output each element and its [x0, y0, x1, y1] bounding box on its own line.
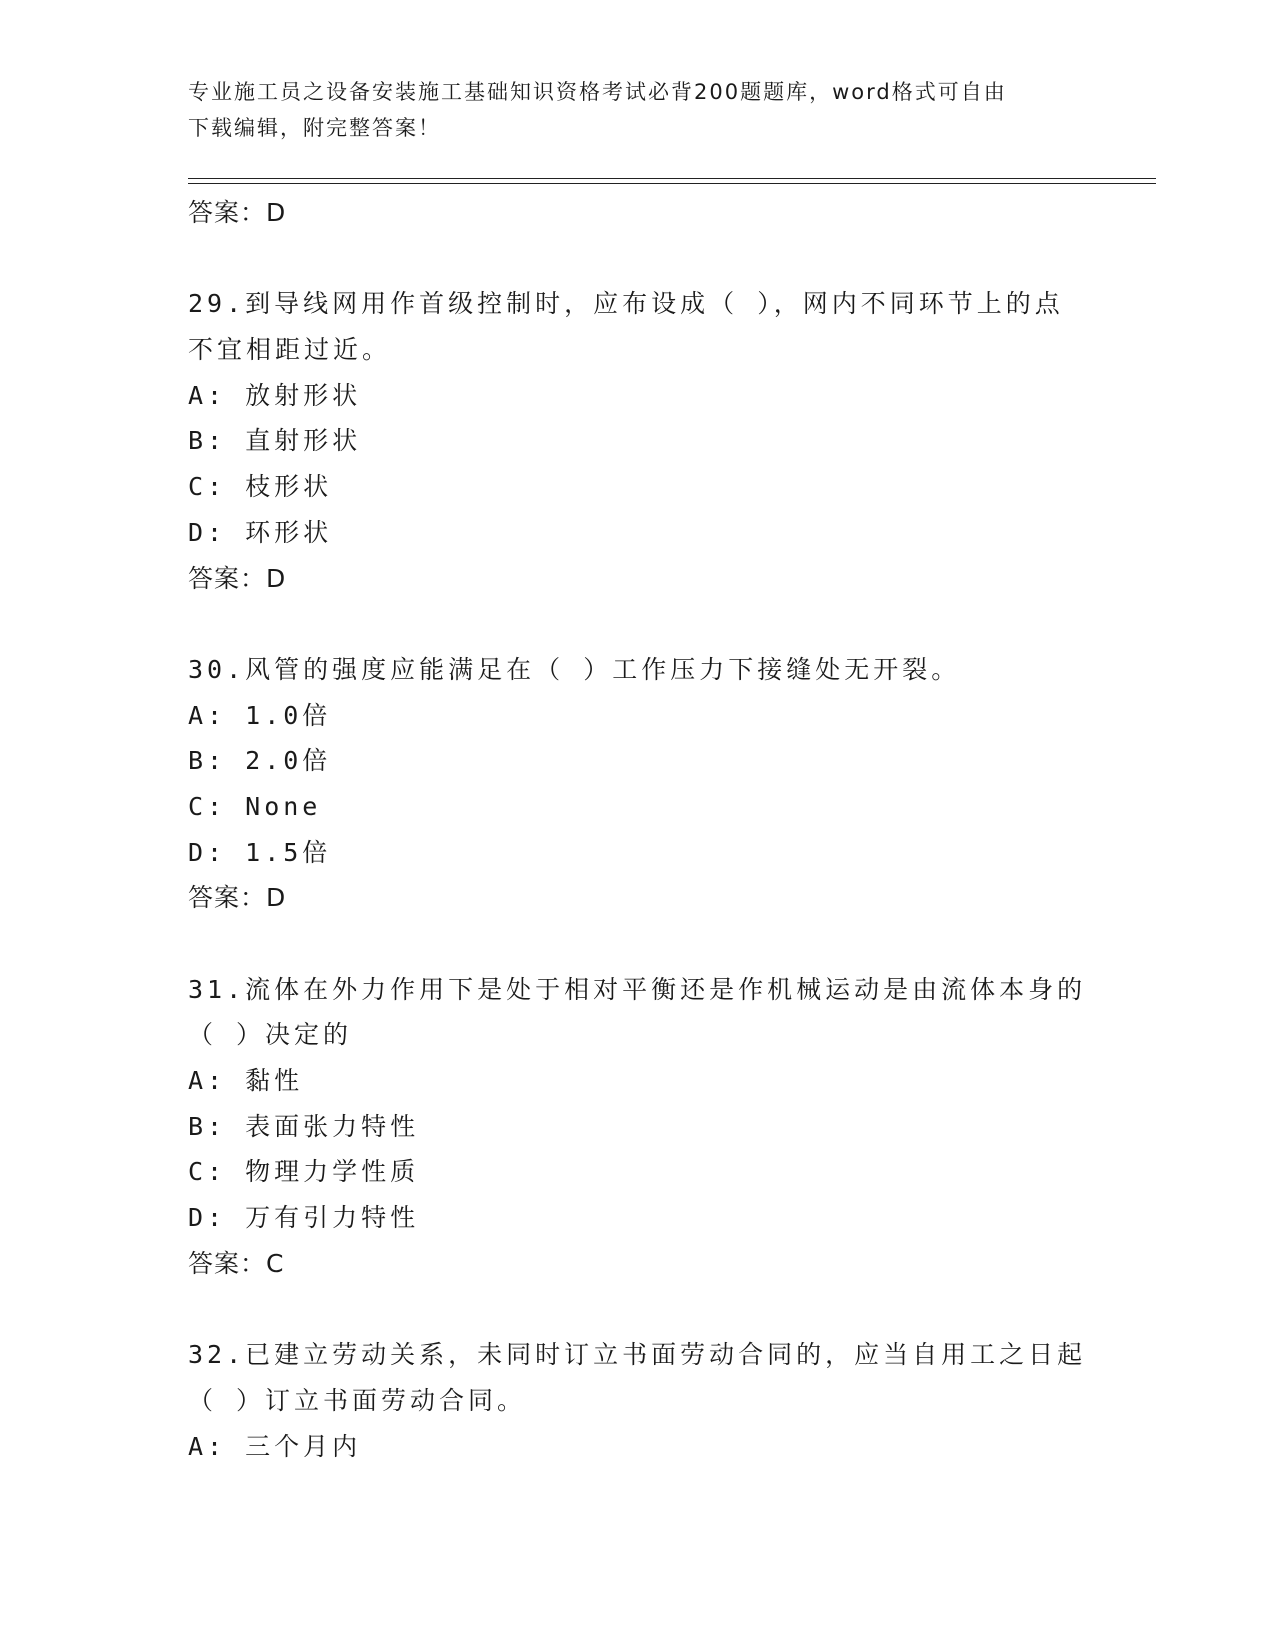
document-header — [188, 74, 1068, 146]
header-rule-top — [188, 178, 1156, 179]
option-d: D: 1.5倍 — [188, 837, 332, 867]
answer: 答案：C — [188, 1248, 285, 1278]
header-line-1: 专业施工员之设备安装施工基础知识资格考试必背200题题库，word格式可自由 — [188, 80, 1007, 104]
question-32 — [188, 1332, 1088, 1469]
option-d: D: 环形状 — [188, 517, 333, 547]
question-29 — [188, 281, 1088, 601]
spacer — [188, 1287, 1088, 1333]
question-31 — [188, 967, 1088, 1287]
option-a: A: 黏性 — [188, 1066, 304, 1096]
option-a: A: 1.0倍 — [188, 700, 332, 730]
answer: 答案：D — [188, 563, 287, 593]
question-text: （ ）订立书面劳动合同。 — [188, 1385, 527, 1415]
question-30 — [188, 647, 1088, 921]
option-c: C: 枝形状 — [188, 472, 333, 502]
option-a: A: 三个月内 — [188, 1431, 362, 1461]
question-text: 32.已建立劳动关系，未同时订立书面劳动合同的，应当自用工之日起 — [188, 1340, 1087, 1370]
question-text: （ ）决定的 — [188, 1020, 353, 1050]
spacer — [188, 601, 1088, 647]
option-a: A: 放射形状 — [188, 380, 362, 410]
option-d: D: 万有引力特性 — [188, 1203, 420, 1233]
question-list — [188, 190, 1088, 1469]
option-c: C: None — [188, 791, 322, 821]
spacer — [188, 236, 1088, 282]
option-c: C: 物理力学性质 — [188, 1157, 420, 1187]
option-b: B: 直射形状 — [188, 426, 362, 456]
spacer — [188, 921, 1088, 967]
question-text: 30.风管的强度应能满足在（ ）工作压力下接缝处无开裂。 — [188, 654, 961, 684]
question-text: 31.流体在外力作用下是处于相对平衡还是作机械运动是由流体本身的 — [188, 974, 1087, 1004]
header-rule-bottom — [188, 183, 1156, 184]
option-b: B: 表面张力特性 — [188, 1111, 420, 1141]
answer: 答案：D — [188, 883, 287, 913]
question-text: 29.到导线网用作首级控制时，应布设成（ ），网内不同环节上的点 — [188, 289, 1064, 319]
question-text: 不宜相距过近。 — [188, 335, 392, 365]
header-line-2: 下载编辑，附完整答案！ — [188, 116, 441, 140]
previous-answer: 答案：D — [188, 198, 287, 227]
option-b: B: 2.0倍 — [188, 746, 332, 776]
